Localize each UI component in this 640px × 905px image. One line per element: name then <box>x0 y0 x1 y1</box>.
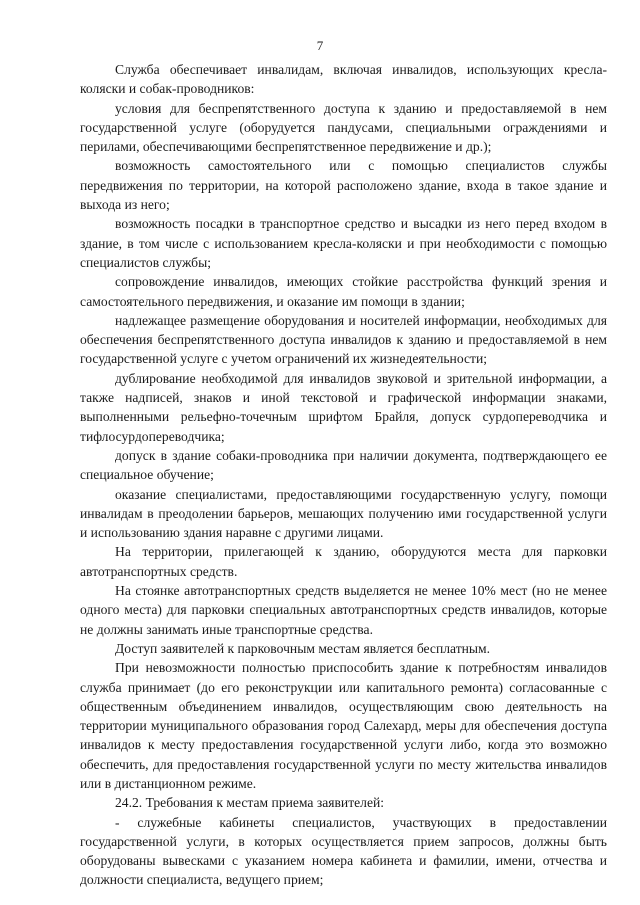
paragraph: условия для беспрепятственного доступа к зданию и предоставляемой в нем государственной услуге (оборудуется пандусами, специальными ограждениями и перилами, обеспечивающими беспрепятственное передвижение и др.); <box>80 100 607 155</box>
paragraph: На территории, прилегающей к зданию, оборудуются места для парковки автотранспортных средств. <box>80 544 607 579</box>
paragraph: возможность посадки в транспортное средство и высадки из него перед входом в здание, в том числе с использованием кресла-коляски и при необходимости с помощью специалистов службы; <box>80 216 607 270</box>
paragraph: - служебные кабинеты специалистов, участвующих в предоставлении государственной услуги, в которых осуществляется прием запросов, должны быть оборудованы вывесками с указанием номера кабинета и фамилии, имени, отчества и должности специалиста, ведущего прием; <box>80 814 607 888</box>
paragraph: допуск в здание собаки-проводника при наличии документа, подтверждающего ее специальное обучение; <box>80 447 607 483</box>
paragraph: дублирование необходимой для инвалидов звуковой и зрительной информации, а также надписей, знаков и иной текстовой и графической информации знаками, выполненными рельефно-точечным шрифтом Брайля, допуск сурдопереводчика и тифлосурдопереводчика; <box>80 370 607 444</box>
paragraph: Доступ заявителей к парковочным местам является бесплатным. <box>115 640 491 656</box>
paragraph: При невозможности полностью приспособить здание к потребностям инвалидов служба принимает (до его реконструкции или капитального ремонта) согласованные с общественным объединением инвалидов, осуществляющим свою деятельность на территории муниципального образования город Салехард, меры для обеспечения доступа инвалидов к месту предоставления государственной услуги либо, когда это возможно обеспечить, для предоставления государственной услуги по месту жительства инвалидов или в дистанционном режиме. <box>80 660 607 791</box>
section-heading: 24.2. Требования к местам приема заявителей: <box>115 795 385 811</box>
paragraph: Служба обеспечивает инвалидам, включая инвалидов, использующих кресла-коляски и собак-проводников: <box>80 62 607 97</box>
paragraph: надлежащее размещение оборудования и носителей информации, необходимых для обеспечения беспрепятственного доступа инвалидов к зданию и предоставляемой в нем государственной услуге с учетом ограничений их жизнедеятельности; <box>80 312 607 367</box>
paragraph: оказание специалистами, предоставляющими государственную услугу, помощи инвалидам в преодолении барьеров, мешающих получению ими государственной услуги и использованию здания наравне с другими лицами. <box>80 486 607 541</box>
page-number: 7 <box>316 38 324 53</box>
paragraph: сопровождение инвалидов, имеющих стойкие расстройства функций зрения и самостоятельного передвижения, и оказание им помощи в здании; <box>80 274 607 309</box>
paragraph: возможность самостоятельного или с помощью специалистов службы передвижения по территории, на которой расположено здание, входа в такое здание и выхода из него; <box>80 158 607 213</box>
paragraph: На стоянке автотранспортных средств выделяется не менее 10% мест (но не менее одного места) для парковки специальных автотранспортных средств инвалидов, которые не должны занимать иные транспортные средства. <box>80 583 607 637</box>
document-body <box>80 60 607 890</box>
